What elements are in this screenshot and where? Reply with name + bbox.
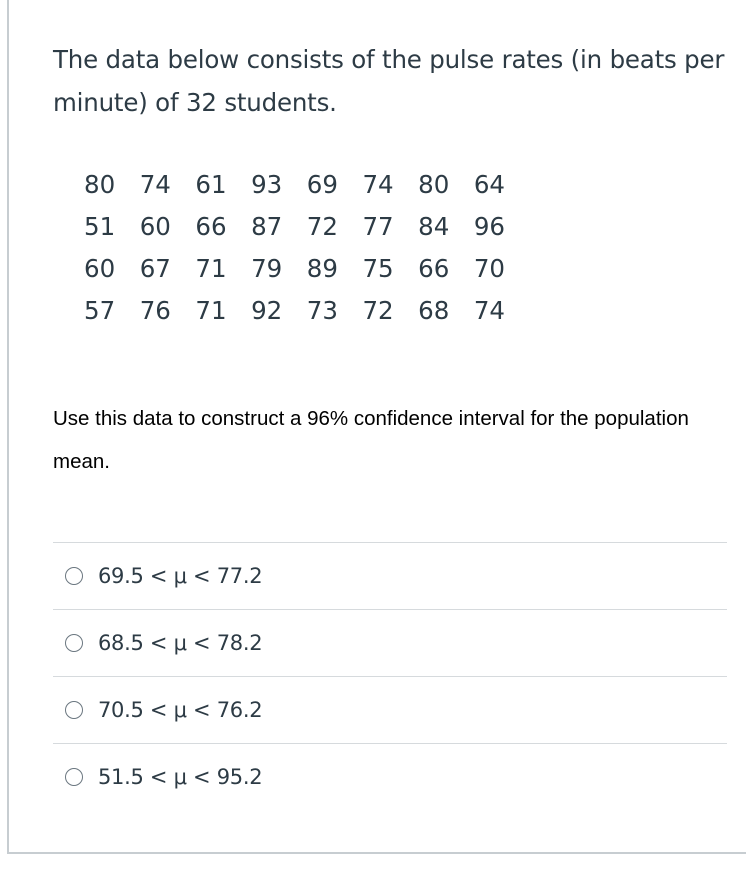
pulse-data-table [84,163,530,331]
question-prompt: Use this data to construct a 96% confidence interval for the population mean. [53,407,689,473]
data-cell: 72 [306,211,338,241]
data-cell: 96 [473,211,505,241]
data-cell: 71 [195,295,227,325]
table-row [84,205,530,247]
data-cell: 80 [418,169,450,199]
data-cell: 74 [362,169,394,199]
radio-button[interactable] [65,634,83,652]
question-frame [7,0,746,854]
radio-button[interactable] [65,701,83,719]
data-cell: 66 [195,211,227,241]
data-cell: 61 [195,169,227,199]
answer-option-1[interactable] [53,542,727,609]
table-row [84,289,530,331]
answer-option-3[interactable] [53,676,727,743]
data-cell: 92 [251,295,283,325]
data-cell: 57 [84,295,116,325]
answer-label: 70.5 < μ < 76.2 [98,698,263,722]
data-cell: 74 [473,295,505,325]
data-cell: 66 [418,253,450,283]
data-cell: 79 [251,253,283,283]
radio-button[interactable] [65,567,83,585]
data-cell: 60 [84,253,116,283]
data-cell: 87 [251,211,283,241]
data-cell: 67 [139,253,171,283]
data-cell: 76 [139,295,171,325]
data-cell: 69 [306,169,338,199]
table-row [84,247,530,289]
answer-label: 68.5 < μ < 78.2 [98,631,263,655]
table-row [84,163,530,205]
data-cell: 72 [362,295,394,325]
data-cell: 68 [418,295,450,325]
answer-option-2[interactable] [53,609,727,676]
data-cell: 77 [362,211,394,241]
question-intro: The data below consists of the pulse rates (in beats per minute) of 32 students. [53,45,725,117]
answer-label: 69.5 < μ < 77.2 [98,564,263,588]
data-cell: 75 [362,253,394,283]
data-cell: 80 [84,169,116,199]
data-cell: 51 [84,211,116,241]
answer-list [53,542,727,810]
data-cell: 64 [473,169,505,199]
data-cell: 93 [251,169,283,199]
data-cell: 73 [306,295,338,325]
data-cell: 89 [306,253,338,283]
answer-option-4[interactable] [53,743,727,810]
data-cell: 84 [418,211,450,241]
data-cell: 71 [195,253,227,283]
data-cell: 70 [473,253,505,283]
data-cell: 74 [139,169,171,199]
data-cell: 60 [139,211,171,241]
answer-label: 51.5 < μ < 95.2 [98,765,263,789]
radio-button[interactable] [65,768,83,786]
